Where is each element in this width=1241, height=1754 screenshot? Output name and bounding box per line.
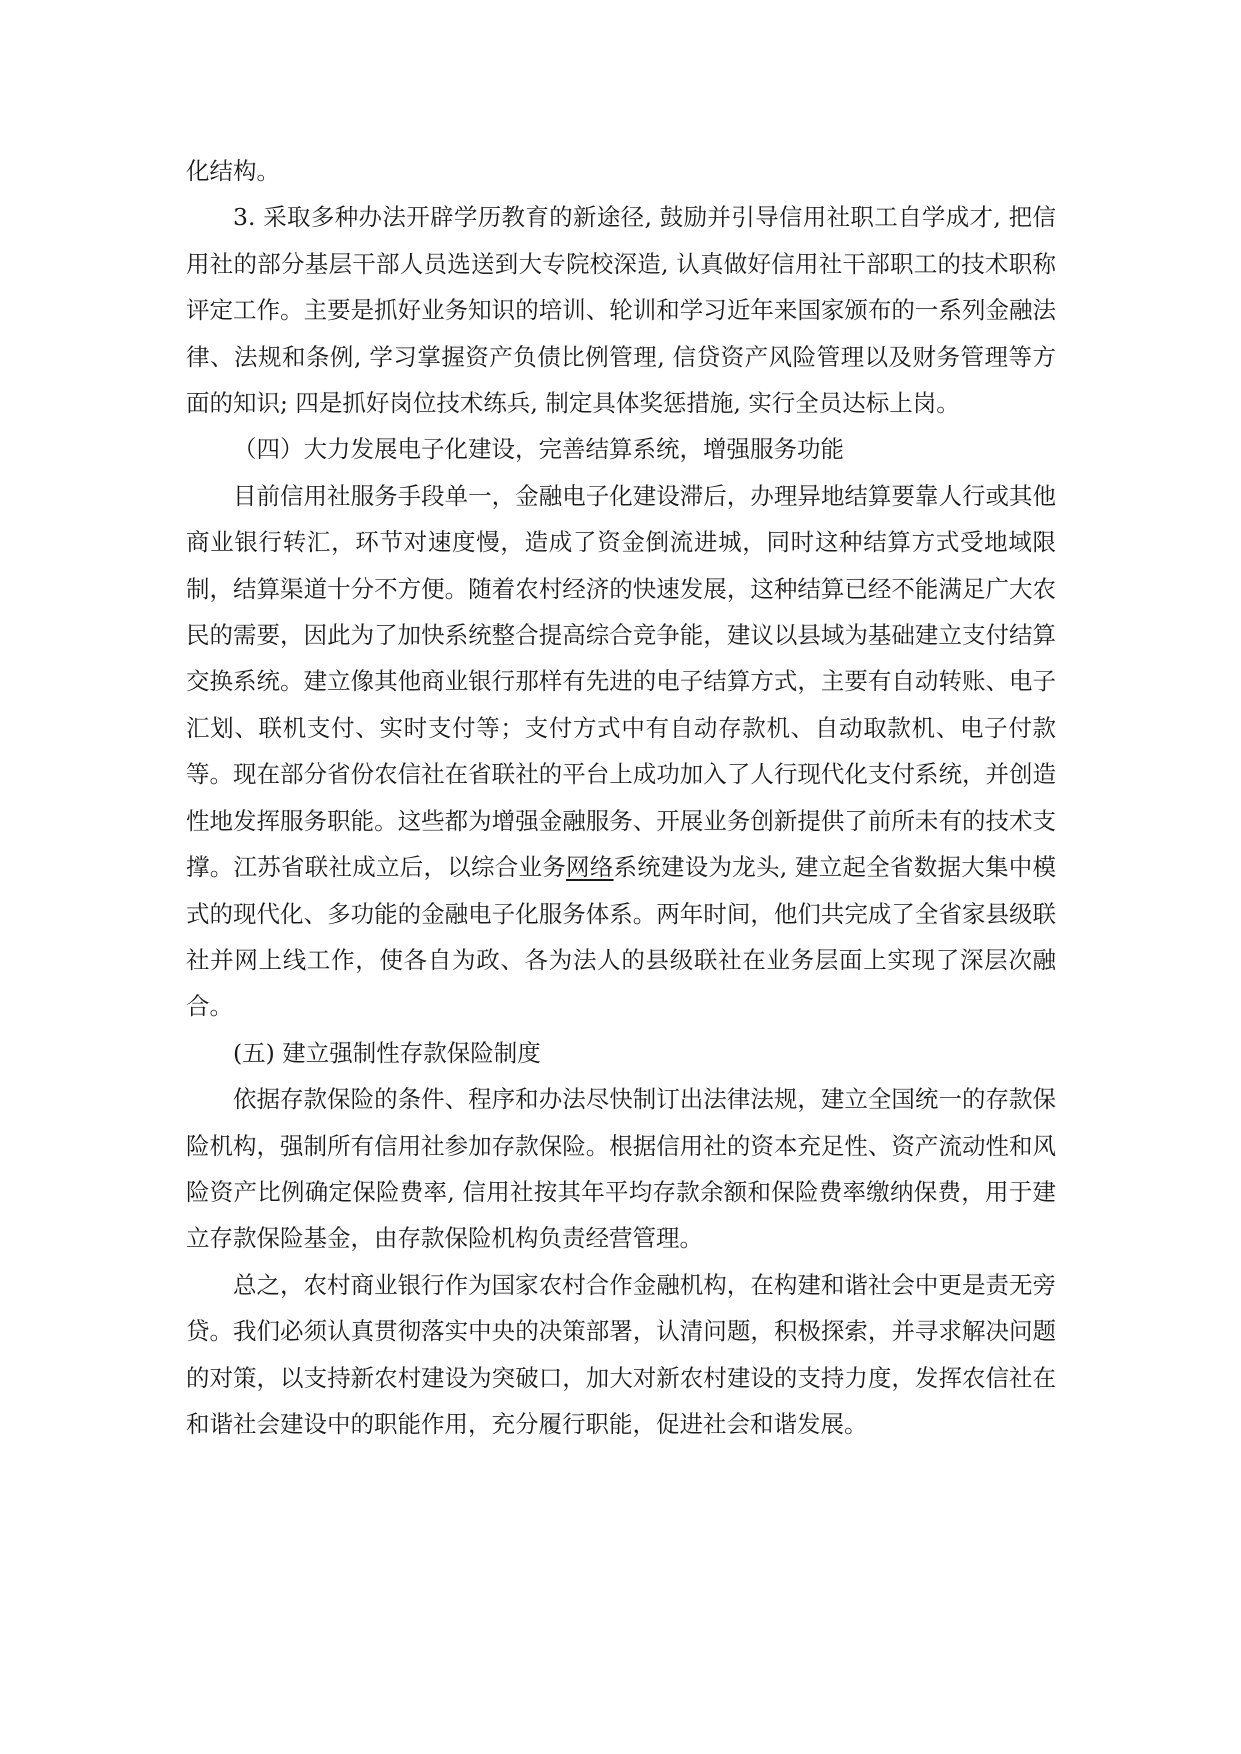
paragraph-education-measures: 3. 采取多种办法开辟学历教育的新途径, 鼓励并引导信用社职工自学成才, 把信用社的部分基层干部人员选送到大专院校深造, 认真做好信用社干部职工的技术职称评定工作。主要是抓好业务知识的培训、轮训和学习近年来国家颁布的一系列金融法律、法规和条例, 学习掌握资产负债比例管理, 信贷资产风险管理以及财务管理等方面的知识; 四是抓好岗位技术练兵, 制定具体奖惩措施, 实行全员达标上岗。 — [186, 203, 1056, 418]
paragraph-continuation: 化结构。 — [186, 157, 280, 185]
paragraph-text-part-1: 目前信用社服务手段单一，金融电子化建设滞后，办理异地结算要靠人行或其他商业银行转汇，环节对速度慢，造成了资金倒流进城，同时这种结算方式受地域限制，结算渠道十分不方便。随着农村经济的快速发展，这种结算已经不能满足广大农民的需要，因此为了加快系统整合提高综合竞争能，建议以县域为基础建立支付结算交换系统。建立像其他商业银行那样有先进的电子结算方式，主要有自动转账、电子汇划、联机支付、实时支付等；支付方式中有自动存款机、自动取款机、电子付款等。现在部分省份农信社在省联社的平台上成功加入了人行现代化支付系统，并创造性地发挥服务职能。这些都为增强金融服务、开展业务创新提供了前所未有的技术支撑。江苏省联社成立后，以综合业务 — [186, 481, 1056, 882]
network-link[interactable]: 网络 — [566, 853, 614, 882]
paragraph-text-part-2: 系统建设为龙头, 建立起全省数据大集中模式的现代化、多功能的金融电子化服务体系。两年时间，他们共完成了全省家县级联社并网上线工作，使各自为政、各为法人的县级联社在业务层面上实现了深层次融合。 — [186, 853, 1057, 1021]
paragraph-deposit-insurance: 依据存款保险的条件、程序和办法尽快制订出法律法规，建立全国统一的存款保险机构，强制所有信用社参加存款保险。根据信用社的资本充足性、资产流动性和风险资产比例确定保险费率, 信用社按其年平均存款余额和保险费率缴纳保费，用于建立存款保险基金，由存款保险机构负责经营管理。 — [186, 1085, 1056, 1253]
paragraph-electronic-settlement — [186, 473, 1056, 1030]
document-body — [186, 148, 1056, 1447]
paragraph-conclusion: 总之，农村商业银行作为国家农村合作金融机构，在构建和谐社会中更是责无旁贷。我们必须认真贯彻落实中央的决策部署，认清问题，积极探索，并寻求解决问题的对策，以支持新农村建设为突破口，加大对新农村建设的支持力度，发挥农信社在和谐社会建设中的职能作用，充分履行职能，促进社会和谐发展。 — [186, 1270, 1056, 1438]
section-heading-five: (五) 建立强制性存款保险制度 — [233, 1038, 541, 1067]
section-heading-four: （四）大力发展电子化建设，完善结算系统，增强服务功能 — [233, 435, 844, 464]
